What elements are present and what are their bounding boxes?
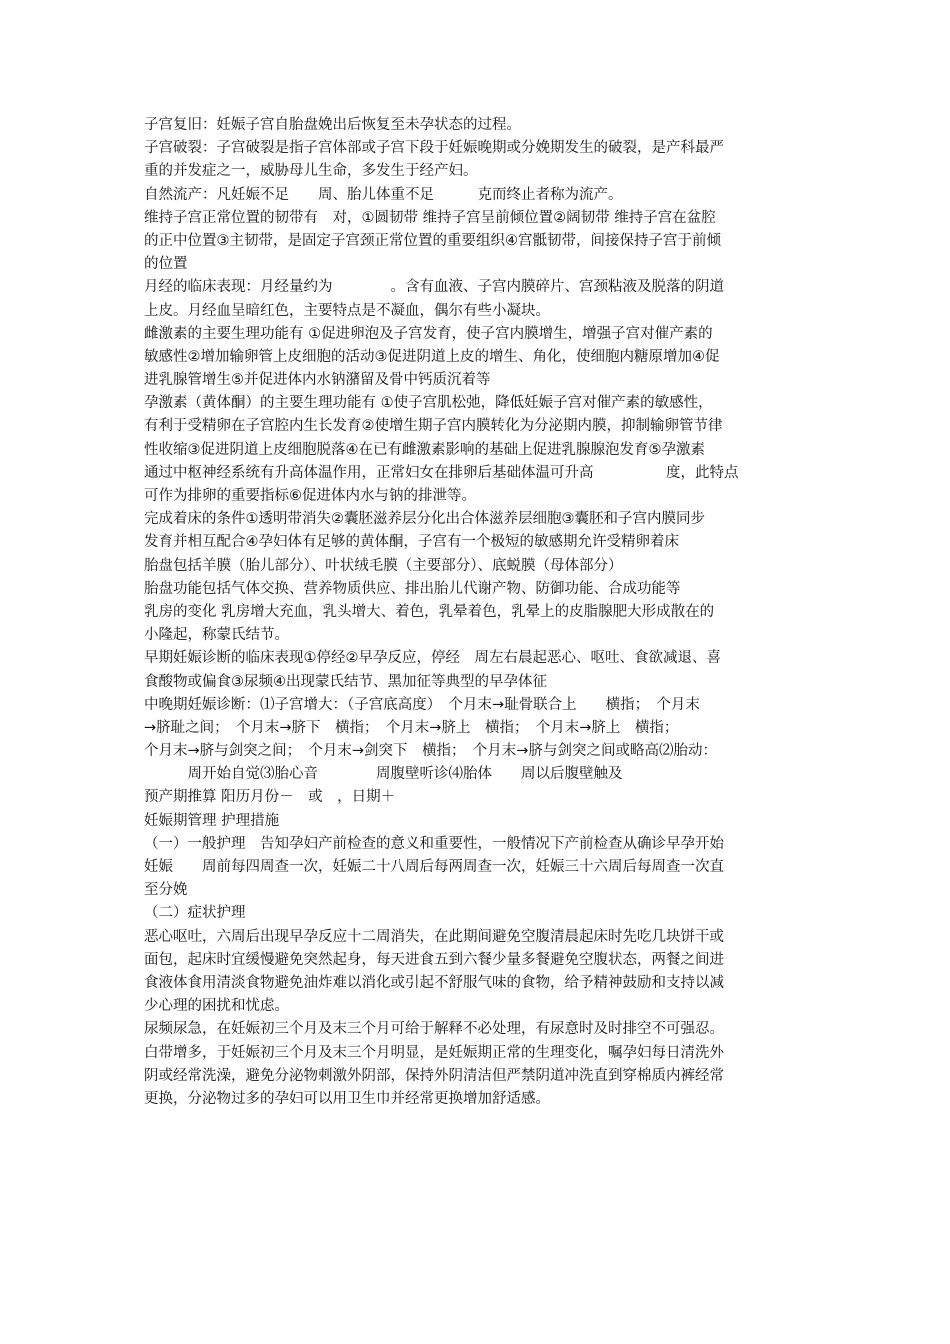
text-line: 食液体食用清淡食物避免油炸难以消化或引起不舒服气味的食物，给予精神鼓励和支持以减 xyxy=(144,974,724,991)
text-line: 中晚期妊娠诊断：⑴子宫增大：（子宫底高度） 个月末→耻骨联合上 横指； 个月末 xyxy=(144,696,700,713)
text-line: 早期妊娠诊断的临床表现①停经②早孕反应，停经 周左右晨起恶心、呕吐、食欲减退、喜 xyxy=(144,650,721,667)
text-line: 周开始自觉⑶胎心音 周腹壁听诊⑷胎体 周以后腹壁触及 xyxy=(144,766,623,783)
text-line: 敏感性②增加输卵管上皮细胞的活动③促进阴道上皮的增生、角化，使细胞内糖原增加④促 xyxy=(144,348,720,365)
text-line: 面包，起床时宜缓慢避免突然起身，每天进食五到六餐少量多餐避免空腹状态，两餐之间进 xyxy=(144,951,724,968)
text-line: （一）一般护理 告知孕妇产前检查的意义和重要性，一般情况下产前检查从确诊早孕开始 xyxy=(144,835,724,852)
text-line: 少心理的困扰和忧虑。 xyxy=(144,998,289,1015)
text-line: 通过中枢神经系统有升高体温作用，正常妇女在排卵后基础体温可升高 度，此特点 xyxy=(144,464,739,481)
text-line: 孕激素（黄体酮）的主要生理功能有 ①使子宫肌松弛，降低妊娠子宫对催产素的敏感性， xyxy=(144,395,713,412)
text-line: 食酸物或偏食③尿频④出现蒙氏结节、黑加征等典型的早孕体征 xyxy=(144,673,547,690)
text-line: 月经的临床表现：月经量约为 。含有血液、子宫内膜碎片、宫颈粘液及脱落的阴道 xyxy=(144,279,724,296)
text-line: 自然流产：凡妊娠不足 周、胎儿体重不足 克而终止者称为流产。 xyxy=(144,186,623,203)
text-line: 发育并相互配合④孕妇体有足够的黄体酮，子宫有一个极短的敏感期允许受精卵着床 xyxy=(144,534,679,551)
text-line: 白带增多，于妊娠初三个月及末三个月明显，是妊娠期正常的生理变化，嘱孕妇每日清洗外 xyxy=(144,1044,724,1061)
text-line: （二）症状护理 xyxy=(144,905,246,922)
text-line: 妊娠 周前每四周查一次，妊娠二十八周后每两周查一次，妊娠三十六周后每周查一次直 xyxy=(144,859,724,875)
text-line: 更换，分泌物过多的孕妇可以用卫生巾并经常更换增加舒适感。 xyxy=(144,1090,550,1107)
text-line: 胎盘功能包括气体交换、营养物质供应、排出胎儿代谢产物、防御功能、合成功能等 xyxy=(144,580,681,597)
text-line: 恶心呕吐，六周后出现早孕反应十二周消失，在此期间避免空腹清晨起床时先吃几块饼干或 xyxy=(144,928,724,945)
text-line: 有利于受精卵在子宫腔内生长发育②使增生期子宫内膜转化为分泌期内膜，抑制输卵管节律 xyxy=(144,418,723,435)
document-body xyxy=(144,114,824,1111)
text-line: 子宫复旧：妊娠子宫自胎盘娩出后恢复至未孕状态的过程。 xyxy=(144,117,521,133)
text-line: 阴或经常洗澡，避免分泌物刺激外阴部，保持外阴清洁但严禁阴道冲洗直到穿棉质内裤经常 xyxy=(144,1067,724,1084)
text-line: 可作为排卵的重要指标⑥促进体内水与钠的排泄等。 xyxy=(144,488,476,504)
text-line: 预产期推算 阳历月份－ 或 ，日期＋ xyxy=(144,789,396,806)
text-line: 的正中位置③主韧带，是固定子宫颈正常位置的重要组织④宫骶韧带，间接保持子宫于前倾 xyxy=(144,232,721,249)
text-line: 子宫破裂：子宫破裂是指子宫体部或子宫下段于妊娠晚期或分娩期发生的破裂，是产科最严 xyxy=(144,140,724,157)
text-line: 小隆起，称蒙氏结节。 xyxy=(144,627,289,644)
text-line: 尿频尿急，在妊娠初三个月及末三个月可给于解释不必处理，有尿意时及时排空不可强忍。 xyxy=(144,1021,724,1038)
text-line: 雌激素的主要生理功能有 ①促进卵泡及子宫发育，使子宫内膜增生，增强子宫对催产素的 xyxy=(144,325,713,342)
text-line: 乳房的变化 乳房增大充血，乳头增大、着色，乳晕着色，乳晕上的皮脂腺肥大形成散在的 xyxy=(144,603,715,620)
text-line: →脐耻之间； 个月末→脐下 横指； 个月末→脐上 横指； 个月末→脐上 横指； xyxy=(144,719,679,736)
text-line: 进乳腺管增生⑤并促进体内水钠潴留及骨中钙质沉着等 xyxy=(144,372,491,389)
text-line: 妊娠期管理 护理措施 xyxy=(144,812,280,829)
text-line: 维持子宫正常位置的韧带有 对，①圆韧带 维持子宫呈前倾位置②阔韧带 维持子宫在盆腔 xyxy=(144,209,716,226)
text-line: 的位置 xyxy=(144,256,188,273)
text-line: 胎盘包括羊膜（胎儿部分）、叶状绒毛膜（主要部分）、底蜕膜（母体部分） xyxy=(144,557,623,574)
text-line: 重的并发症之一，威胁母儿生命，多发生于经产妇。 xyxy=(144,163,478,180)
text-line: 至分娩 xyxy=(144,882,188,899)
text-line: 个月末→脐与剑突之间； 个月末→剑突下 横指； 个月末→脐与剑突之间或略高⑵胎动： xyxy=(144,743,717,760)
text-line: 性收缩③促进阴道上皮细胞脱落④在已有雌激素影响的基础上促进乳腺腺泡发育⑤孕激素 xyxy=(144,441,705,458)
text-line: 完成着床的条件①透明带消失②囊胚滋养层分化出合体滋养层细胞③囊胚和子宫内膜同步 xyxy=(144,511,705,528)
text-line: 上皮。月经血呈暗红色，主要特点是不凝血，偶尔有些小凝块。 xyxy=(144,302,550,319)
